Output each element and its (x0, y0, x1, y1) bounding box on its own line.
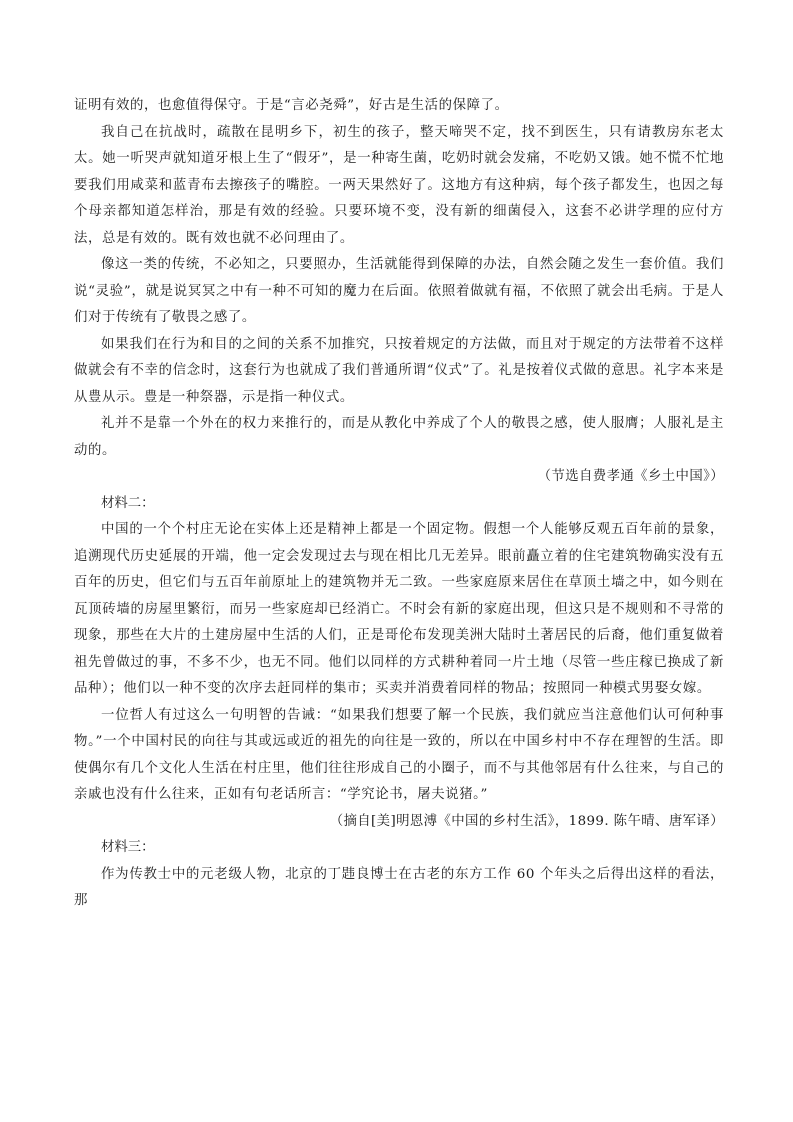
source-citation-1: （节选自费孝通《乡土中国》） (537, 469, 724, 484)
paragraph-8: 作为传教士中的元老级人物，北京的丁韪良博士在古老的东方工作 60 个年头之后得出这样的看法，那 (74, 866, 724, 908)
material-two-label: 材料二： (101, 495, 155, 511)
paragraph-4: 如果我们在行为和目的之间的关系不加推究，只按着规定的方法做，而且对于规定的方法带着不这样做就会有不幸的信念时，这套行为也就成了我们普通所谓“仪式”了。礼是按着仪式做的意思。礼字本来是从豊从示。豊是一种祭器，示是指一种仪式。 (74, 336, 724, 405)
paragraph-3: 像这一类的传统，不必知之，只要照办，生活就能得到保障的办法，自然会随之发生一套价值。我们说“灵验”，就是说冥冥之中有一种不可知的魔力在后面。依照着做就有福，不依照了就会出毛病。于是人们对于传统有了敬畏之感了。 (74, 257, 724, 325)
paragraph-1: 证明有效的，也愈值得保守。于是“言必尧舜”，好古是生活的保障了。 (74, 98, 509, 113)
paragraph-6: 中国的一个个村庄无论在实体上还是精神上都是一个固定物。假想一个人能够反观五百年前的景象，追溯现代历史延展的开端，他一定会发现过去与现在相比几无差异。眼前矗立着的住宅建筑物确实没有五百年的历史，但它们与五百年前原址上的建筑物并无二致。一些家庭原来居住在草顶土墙之中，如今则在瓦顶砖墙的房屋里繁衍，而另一些家庭却已经消亡。不时会有新的家庭出现，但这只是不规则和不寻常的现象，那些在大片的土建房屋中生活的人们，正是哥伦布发现美洲大陆时土著居民的后裔，他们重复做着祖先曾做过的事，不多不少，也无不同。他们以同样的方式耕种着同一片土地（尽管一些庄稼已换成了新品种）；他们以一种不变的次序去赶同样的集市；买卖并消费着同样的物品；按照同一种模式男娶女嫁。 (74, 522, 724, 696)
paragraph-5: 礼并不是靠一个外在的权力来推行的，而是从教化中养成了个人的敬畏之感，使人服膺；人服礼是主动的。 (74, 416, 724, 458)
paragraph-7: 一位哲人有过这么一句明智的告诫：“如果我们想要了解一个民族，我们就应当注意他们认可何种事物。”一个中国村民的向往与其或远或近的祖先的向往是一致的，所以在中国乡村中不存在理智的生活。即使偶尔有几个文化人生活在村庄里，他们往往形成自己的小圈子，而不与其他邻居有什么往来，与自己的亲戚也没有什么往来，正如有句老话所言：“学究论书，屠夫说猪。” (74, 707, 724, 802)
material-three-label: 材料三： (101, 840, 155, 855)
source-citation-2: （摘自[美]明恩溥《中国的乡村生活》，1899. 陈午晴、唐军译） (329, 813, 724, 829)
paragraph-2: 我自己在抗战时，疏散在昆明乡下，初生的孩子，整天啼哭不定，找不到医生，只有请教房东老太太。她一听哭声就知道牙根上生了“假牙”，是一种寄生菌，吃奶时就会发痛，不吃奶又饿。她不慌不忙地要我们用咸菜和蓝青布去擦孩子的嘴腔。一两天果然好了。这地方有这种病，每个孩子都发生，也因之每个母亲都知道怎样治，那是有效的经验。只要环境不变，没有新的细菌侵入，这套不必讲学理的应付方法，总是有效的。既有效也就不必问理由了。 (74, 124, 724, 246)
document-page (74, 93, 724, 915)
